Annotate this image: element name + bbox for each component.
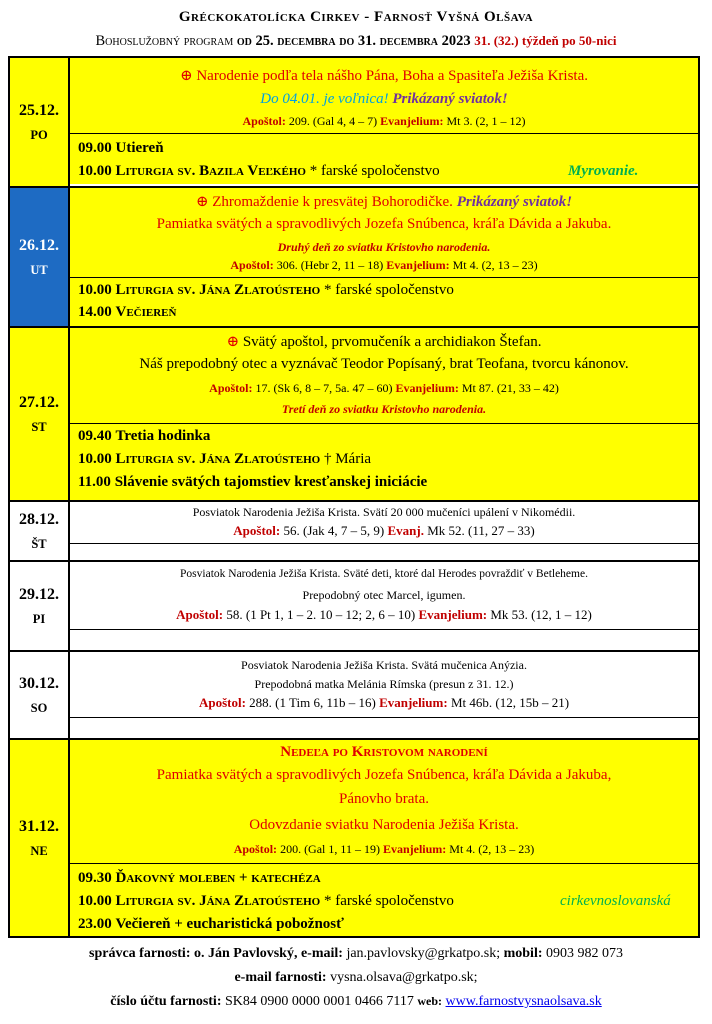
second-day-line: Druhý deň zo sviatku Kristovho narodenia.	[277, 240, 491, 254]
program-range: od 25. decembra do 31. decembra 2023	[236, 33, 471, 49]
weekday-label: NE	[30, 843, 48, 858]
day-content	[70, 502, 698, 560]
services	[70, 864, 698, 936]
day-content	[70, 328, 698, 500]
date-cell	[10, 652, 70, 738]
day-row-29	[10, 562, 698, 652]
day-content	[70, 58, 698, 186]
memory-line: Prepodobný otec Marcel, igumen.	[302, 588, 466, 602]
services-empty	[70, 544, 698, 560]
date-cell	[10, 58, 70, 186]
memory-line-2: Pánovho brata.	[339, 791, 429, 807]
service-item: 09.40 Tretia hodinka	[78, 428, 211, 444]
day-content	[70, 652, 698, 738]
service-item: 10.00 Liturgia sv. Jána Zlatoústeho * farské spoločenstvo	[78, 893, 454, 909]
feast-line: Posviatok Narodenia Ježiša Krista. Svätí 20 000 mučeníci upálení v Nikomédii.	[192, 505, 576, 519]
weekday-label: PO	[30, 127, 48, 142]
service-item: 14.00 Večiereň	[78, 304, 177, 320]
day-content	[70, 188, 698, 326]
footer-parish-email: e-mail farnosti: vysna.olsava@grkatpo.sk;	[234, 970, 478, 985]
program-label: Bohoslužobný program	[95, 33, 234, 49]
liturgical-info	[70, 562, 698, 630]
day-row-27	[10, 328, 698, 502]
readings-line: Apoštol: 288. (1 Tim 6, 11b – 16) Evanjelium: Mt 46b. (12, 15b – 21)	[198, 695, 570, 710]
admin-email[interactable]: jan.pavlovsky@grkatpo.sk;	[346, 946, 501, 961]
day-row-28	[10, 502, 698, 562]
services	[70, 134, 698, 184]
website-link[interactable]: www.farnostvysnaolsava.sk	[445, 994, 602, 1009]
cross-circle-icon: ⊕	[180, 68, 193, 84]
day-row-31	[10, 740, 698, 936]
schedule-table	[8, 56, 700, 938]
footer-admin: správca farnosti: o. Ján Pavlovský, e-mail: jan.pavlovsky@grkatpo.sk; mobil: 0903 982 073	[89, 946, 623, 961]
feast-line: ⊕ Narodenie podľa tela nášho Pána, Boha a Spasiteľa Ježiša Krista.	[180, 68, 588, 84]
date-label: 30.12.	[19, 674, 59, 692]
feast-line: ⊕ Zhromaždenie k presvätej Bohorodičke. Prikázaný sviatok!	[195, 194, 573, 210]
cross-circle-icon: ⊕	[226, 334, 240, 350]
liturgical-info	[70, 58, 698, 134]
day-content	[70, 562, 698, 650]
service-item: 10.00 Liturgia sv. Jána Zlatoústeho * farské spoločenstvo	[78, 282, 454, 298]
service-item: 09.30 Ďakovný moleben + katechéza	[78, 870, 321, 886]
services	[70, 278, 698, 326]
service-item: 23.00 Večiereň + eucharistická pobožnosť	[78, 916, 344, 932]
feast-line: Nedeľa po Kristovom narodení	[280, 744, 488, 760]
date-label: 31.12.	[19, 817, 59, 835]
weekday-label: UT	[30, 262, 48, 277]
date-label: 29.12.	[19, 585, 59, 603]
memory-line: Náš prepodobný otec a vyznávač Teodor Popísaný, brat Teofana, tvorcu kánonov.	[139, 356, 629, 372]
program-subtitle	[0, 33, 712, 50]
date-label: 28.12.	[19, 510, 59, 528]
readings-line: Apoštol: 17. (Sk 6, 8 – 7, 5a. 47 – 60) Evanjelium: Mt 87. (21, 33 – 42)	[209, 381, 559, 395]
footer-account: číslo účtu farnosti: SK84 0900 0000 0001 0466 7117 web: www.farnostvysnaolsava.sk	[110, 994, 602, 1009]
date-label: 27.12.	[19, 393, 59, 411]
service-item: 09.00 Utiereň	[78, 140, 164, 156]
readings-line: Apoštol: 200. (Gal 1, 11 – 19) Evanjelium: Mt 4. (2, 13 – 23)	[233, 842, 535, 856]
closing-line: Odovzdanie sviatku Narodenia Ježiša Krista.	[249, 817, 519, 833]
weekday-label: PI	[32, 611, 46, 626]
weekday-label: ŠT	[31, 536, 47, 551]
date-cell	[10, 562, 70, 650]
date-cell	[10, 740, 70, 936]
date-label: 25.12.	[19, 101, 59, 119]
date-label: 26.12.	[19, 236, 59, 254]
liturgical-info	[70, 502, 698, 544]
weekday-label: SO	[30, 700, 48, 715]
date-cell	[10, 188, 70, 326]
feast-line: ⊕ Svätý apoštol, prvomučeník a archidiakon Štefan.	[226, 334, 542, 350]
liturgical-info	[70, 328, 698, 424]
page-title: Gréckokatolícka Cirkev - Farnosť Vyšná Olšava	[178, 9, 534, 25]
service-item: 10.00 Liturgia sv. Jána Zlatoústeho † Mária	[78, 451, 372, 467]
service-extra: Myrovanie.	[568, 163, 639, 179]
day-content	[70, 740, 698, 936]
third-day-line: Tretí deň zo sviatku Kristovho narodenia.	[281, 402, 487, 416]
feast-line: Posviatok Narodenia Ježiša Krista. Svätá mučenica Anýzia.	[241, 658, 527, 672]
memory-line: Prepodobná matka Melánia Rímska (presun z 31. 12.)	[254, 677, 514, 691]
readings-line: Apoštol: 58. (1 Pt 1, 1 – 2. 10 – 12; 2, 6 – 10) Evanjelium: Mk 53. (12, 1 – 12)	[176, 607, 592, 622]
weekday-label: ST	[31, 419, 47, 434]
date-cell	[10, 328, 70, 500]
week-label: 31. (32.) týždeň po 50-nici	[474, 33, 617, 48]
readings-line: Apoštol: 209. (Gal 4, 4 – 7) Evanjelium: Mt 3. (2, 1 – 12)	[242, 114, 526, 128]
liturgical-info	[70, 740, 698, 864]
services-empty	[70, 630, 698, 650]
date-cell	[10, 502, 70, 560]
services	[70, 424, 698, 500]
free-line: Do 04.01. je voľnica! Prikázaný sviatok!	[260, 91, 508, 107]
cross-circle-icon: ⊕	[195, 194, 209, 210]
readings-line: Apoštol: 56. (Jak 4, 7 – 5, 9) Evanj. Mk 52. (11, 27 – 33)	[233, 523, 535, 538]
service-extra: cirkevnoslovanská	[560, 893, 671, 909]
liturgical-info	[70, 188, 698, 278]
day-row-25	[10, 58, 698, 188]
liturgical-info	[70, 652, 698, 718]
parish-email[interactable]: vysna.olsava@grkatpo.sk;	[330, 970, 478, 985]
memory-line: Pamiatka svätých a spravodlivých Jozefa Snúbenca, kráľa Dávida a Jakuba.	[156, 216, 612, 232]
memory-line: Pamiatka svätých a spravodlivých Jozefa Snúbenca, kráľa Dávida a Jakuba,	[156, 767, 612, 783]
services-empty	[70, 718, 698, 738]
feast-line: Posviatok Narodenia Ježiša Krista. Sväté deti, ktoré dal Herodes povraždiť v Betleheme.	[180, 568, 588, 580]
day-row-30	[10, 652, 698, 740]
service-item: 11.00 Slávenie svätých tajomstiev kresťanskej iniciácie	[78, 474, 428, 490]
service-item: 10.00 Liturgia sv. Bazila Veľkého * farské spoločenstvo	[78, 163, 440, 179]
readings-line: Apoštol: 306. (Hebr 2, 11 – 18) Evanjelium: Mt 4. (2, 13 – 23)	[230, 258, 538, 272]
day-row-26	[10, 188, 698, 328]
